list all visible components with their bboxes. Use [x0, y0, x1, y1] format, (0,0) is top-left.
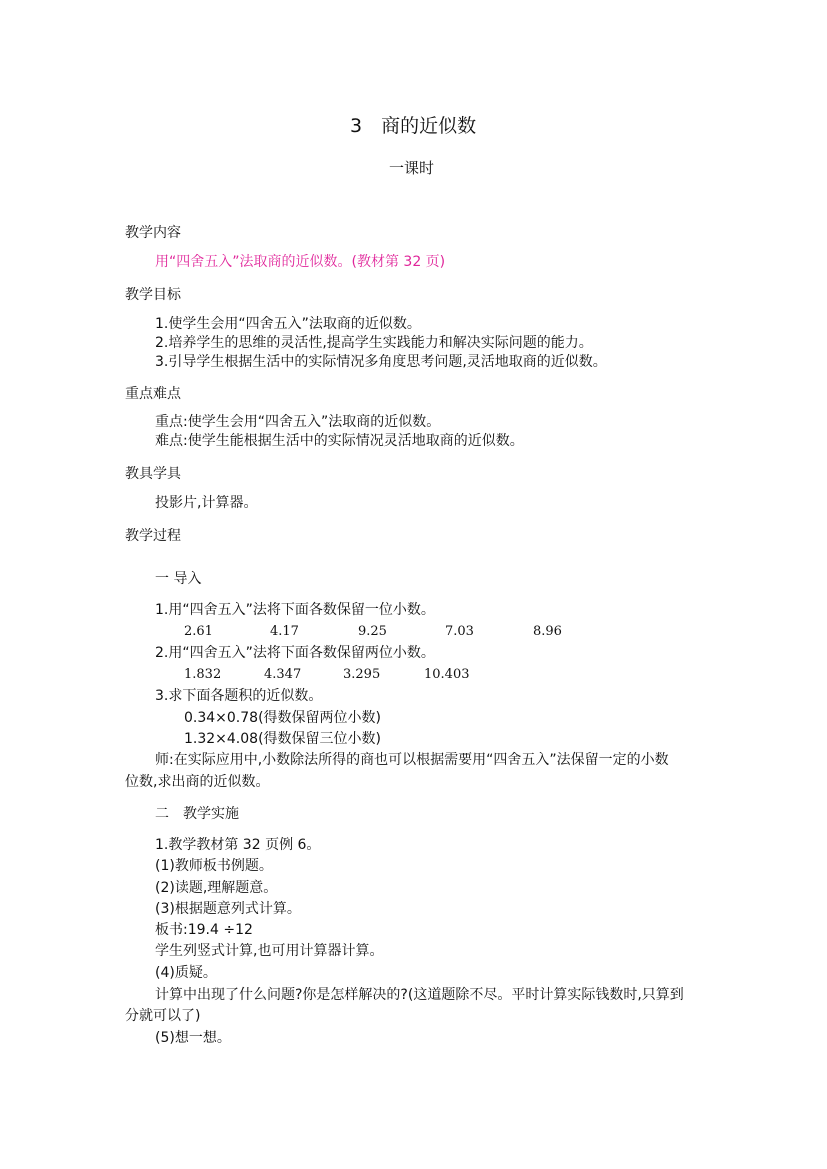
- implementation-line: (5)想一想。: [155, 1030, 231, 1046]
- key-point: 重点:使学生会用“四舍五入”法取商的近似数。: [155, 414, 441, 430]
- question-line: 计算中出现了什么问题?你是怎样解决的?(这道题除不尽。平时计算实际钱数时,只算到: [155, 987, 684, 1003]
- number-item: 9.25: [358, 624, 387, 639]
- intro-question: 3.求下面各题积的近似数。: [155, 688, 323, 704]
- number-item: 4.17: [270, 624, 299, 639]
- implementation-line: 板书:19.4 ÷12: [155, 922, 253, 938]
- goals-heading: 教学目标: [125, 287, 181, 303]
- intro-question: 2.用“四舍五入”法将下面各数保留两位小数。: [155, 645, 435, 661]
- question-line: 分就可以了): [125, 1008, 201, 1024]
- implementation-heading: 二 教学实施: [155, 806, 239, 822]
- intro-heading: 一 导入: [155, 571, 202, 587]
- teacher-remark-line: 位数,求出商的近似数。: [125, 774, 270, 790]
- teacher-remark-line: 师:在实际应用中,小数除法所得的商也可以根据需要用“四舍五入”法保留一定的小数: [155, 752, 669, 768]
- implementation-line: 学生列竖式计算,也可用计算器计算。: [155, 943, 384, 959]
- implementation-line: (2)读题,理解题意。: [155, 880, 278, 896]
- key-heading: 重点难点: [125, 386, 181, 402]
- intro-question: 1.用“四舍五入”法将下面各数保留一位小数。: [155, 602, 435, 618]
- implementation-line: (3)根据题意列式计算。: [155, 901, 301, 917]
- number-item: 7.03: [445, 624, 474, 639]
- implementation-line: (4)质疑。: [155, 965, 217, 981]
- page-title: 3 商的近似数: [350, 115, 477, 137]
- number-item: 2.61: [184, 624, 213, 639]
- number-item: 1.832: [184, 667, 222, 682]
- number-item: 3.295: [343, 667, 381, 682]
- content-text: 用“四舍五入”法取商的近似数。(教材第 32 页): [155, 254, 446, 270]
- number-item: 10.403: [424, 667, 470, 682]
- product-item: 1.32×4.08(得数保留三位小数): [184, 731, 381, 747]
- number-item: 4.347: [264, 667, 302, 682]
- goal-item: 1.使学生会用“四舍五入”法取商的近似数。: [155, 316, 421, 332]
- difficult-point: 难点:使学生能根据生活中的实际情况灵活地取商的近似数。: [155, 433, 524, 449]
- content-heading: 教学内容: [125, 225, 181, 241]
- tools-text: 投影片,计算器。: [155, 495, 258, 511]
- process-heading: 教学过程: [125, 528, 181, 544]
- goal-item: 2.培养学生的思维的灵活性,提高学生实践能力和解决实际问题的能力。: [155, 335, 593, 351]
- tools-heading: 教具学具: [125, 466, 181, 482]
- goal-item: 3.引导学生根据生活中的实际情况多角度思考问题,灵活地取商的近似数。: [155, 354, 607, 370]
- implementation-line: (1)教师板书例题。: [155, 858, 273, 874]
- page-subtitle: 一课时: [389, 159, 435, 177]
- product-item: 0.34×0.78(得数保留两位小数): [184, 710, 381, 726]
- implementation-line: 1.教学教材第 32 页例 6。: [155, 837, 321, 853]
- number-item: 8.96: [533, 624, 562, 639]
